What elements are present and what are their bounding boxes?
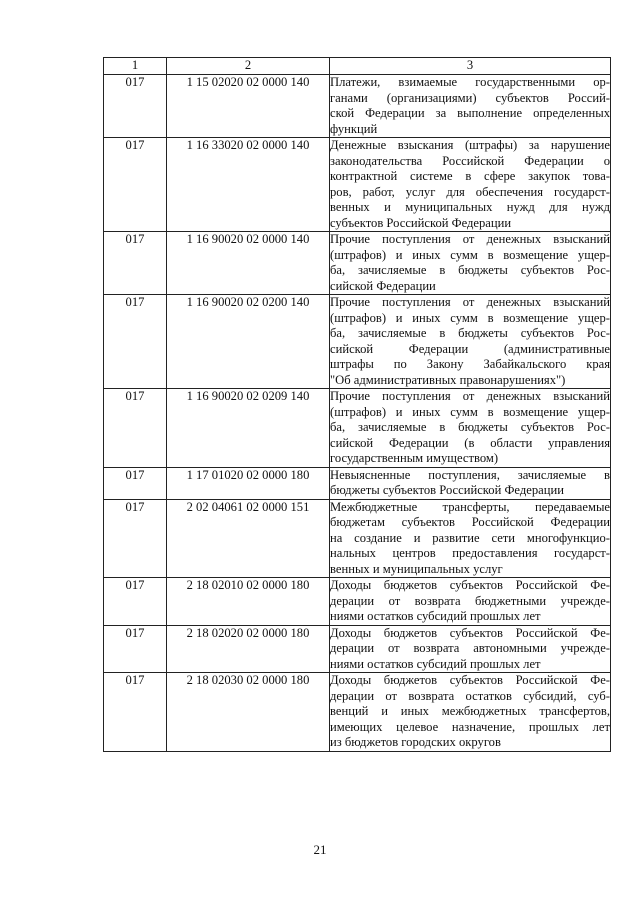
- description-line: Прочие поступления от денежных взысканий: [330, 295, 610, 309]
- description-line: имеющих целевое назначение, прошлых лет: [330, 719, 610, 734]
- description-line: ба, зачисляемые в бюджеты субъектов Рос-: [330, 326, 610, 340]
- description-line: субъектов Российской Федерации: [330, 215, 512, 230]
- description-line: венций и иных межбюджетных трансфертов,: [330, 704, 610, 718]
- description-line: законодательства Российской Федерации о: [330, 153, 610, 168]
- description-line: бюджеты субъектов Российской Федерации: [330, 483, 564, 497]
- table-row: [104, 232, 611, 295]
- description-cell: [330, 499, 611, 578]
- description-line: на создание и развитие сети многофункцио-: [330, 530, 610, 545]
- description-line: (штрафов) и иных сумм в возмещение ущер-: [330, 310, 610, 325]
- description-line: Невыясненные поступления, зачисляемые в: [330, 467, 610, 482]
- description-cell: [330, 232, 611, 295]
- description-line: Прочие поступления от денежных взысканий: [330, 232, 610, 246]
- admin-code-cell: 017: [104, 138, 167, 232]
- description-cell: [330, 673, 611, 752]
- admin-code-cell: 017: [104, 499, 167, 578]
- admin-code-cell: 017: [104, 578, 167, 626]
- description-cell: [330, 578, 611, 626]
- budget-code-cell: 1 17 01020 02 0000 180: [167, 467, 330, 499]
- table-row: [104, 499, 611, 578]
- description-line: дерации от возврата бюджетными учрежде-: [330, 593, 610, 608]
- description-line: ров, работ, услуг для обеспечения государст-: [330, 184, 610, 199]
- description-line: сийской Федерации: [330, 278, 436, 293]
- table-row: [104, 75, 611, 138]
- description-line: дерации от возврата остатков субсидий, суб-: [330, 688, 610, 703]
- description-line: дерации от возврата автономными учрежде-: [330, 641, 610, 655]
- description-line: ской Федерации за выполнение определенных: [330, 106, 610, 120]
- budget-code-cell: 1 16 90020 02 0000 140: [167, 232, 330, 295]
- budget-code-cell: 2 02 04061 02 0000 151: [167, 499, 330, 578]
- budget-code-cell: 1 16 90020 02 0200 140: [167, 295, 330, 389]
- description-line: бюджетам субъектов Российской Федерации: [330, 515, 610, 529]
- table-row: [104, 389, 611, 468]
- description-cell: [330, 295, 611, 389]
- description-line: ба, зачисляемые в бюджеты субъектов Рос-: [330, 420, 610, 434]
- description-line: Межбюджетные трансферты, передаваемые: [330, 499, 610, 514]
- table-row: [104, 625, 611, 673]
- description-line: контрактной системе в сфере закупок това-: [330, 169, 610, 183]
- admin-code-cell: 017: [104, 295, 167, 389]
- table-body: [104, 75, 611, 752]
- description-line: (штрафов) и иных сумм в возмещение ущер-: [330, 247, 610, 262]
- description-cell: [330, 389, 611, 468]
- column-header-2: 2: [167, 58, 330, 75]
- description-line: ганами (организациями) субъектов Россий-: [330, 90, 610, 105]
- column-header-1: 1: [104, 58, 167, 75]
- admin-code-cell: 017: [104, 232, 167, 295]
- description-line: сийской Федерации (в области управления: [330, 435, 610, 450]
- description-cell: [330, 75, 611, 138]
- budget-code-cell: 2 18 02020 02 0000 180: [167, 625, 330, 673]
- budget-code-cell: 1 16 90020 02 0209 140: [167, 389, 330, 468]
- admin-code-cell: 017: [104, 75, 167, 138]
- budget-code-cell: 2 18 02030 02 0000 180: [167, 673, 330, 752]
- description-line: Доходы бюджетов субъектов Российской Фе-: [330, 673, 610, 687]
- description-line: Прочие поступления от денежных взысканий: [330, 389, 610, 403]
- admin-code-cell: 017: [104, 673, 167, 752]
- description-line: ниями остатков субсидий прошлых лет: [330, 609, 541, 623]
- description-line: ниями остатков субсидий прошлых лет: [330, 656, 541, 671]
- description-line: "Об административных правонарушениях"): [330, 372, 566, 387]
- column-header-3: 3: [330, 58, 611, 75]
- revenue-classification-table: [103, 57, 611, 752]
- table-header-row: [104, 58, 611, 75]
- description-line: штрафы по Закону Забайкальского края: [330, 357, 610, 371]
- description-line: (штрафов) и иных сумм в возмещение ущер-: [330, 404, 610, 419]
- description-line: нальных центров предоставления государст-: [330, 546, 610, 560]
- description-cell: [330, 625, 611, 673]
- page-number: 21: [313, 842, 327, 857]
- table-row: [104, 295, 611, 389]
- description-line: Денежные взыскания (штрафы) за нарушение: [330, 138, 610, 152]
- table-row: [104, 578, 611, 626]
- description-line: государственным имуществом): [330, 451, 499, 465]
- budget-code-cell: 1 15 02020 02 0000 140: [167, 75, 330, 138]
- description-cell: [330, 467, 611, 499]
- description-cell: [330, 138, 611, 232]
- table-row: [104, 467, 611, 499]
- budget-code-cell: 2 18 02010 02 0000 180: [167, 578, 330, 626]
- description-line: функций: [330, 121, 378, 136]
- admin-code-cell: 017: [104, 625, 167, 673]
- description-line: Платежи, взимаемые государственными ор-: [330, 75, 610, 89]
- description-line: венных и муниципальных услуг: [330, 561, 503, 576]
- description-line: Доходы бюджетов субъектов Российской Фе-: [330, 625, 610, 640]
- table-row: [104, 673, 611, 752]
- budget-code-cell: 1 16 33020 02 0000 140: [167, 138, 330, 232]
- table-row: [104, 138, 611, 232]
- admin-code-cell: 017: [104, 389, 167, 468]
- description-line: из бюджетов городских округов: [330, 735, 501, 749]
- admin-code-cell: 017: [104, 467, 167, 499]
- description-line: ба, зачисляемые в бюджеты субъектов Рос-: [330, 263, 610, 277]
- description-line: сийской Федерации (административные: [330, 341, 610, 356]
- description-line: венных и муниципальных нужд для нужд: [330, 200, 610, 214]
- description-line: Доходы бюджетов субъектов Российской Фе-: [330, 578, 610, 592]
